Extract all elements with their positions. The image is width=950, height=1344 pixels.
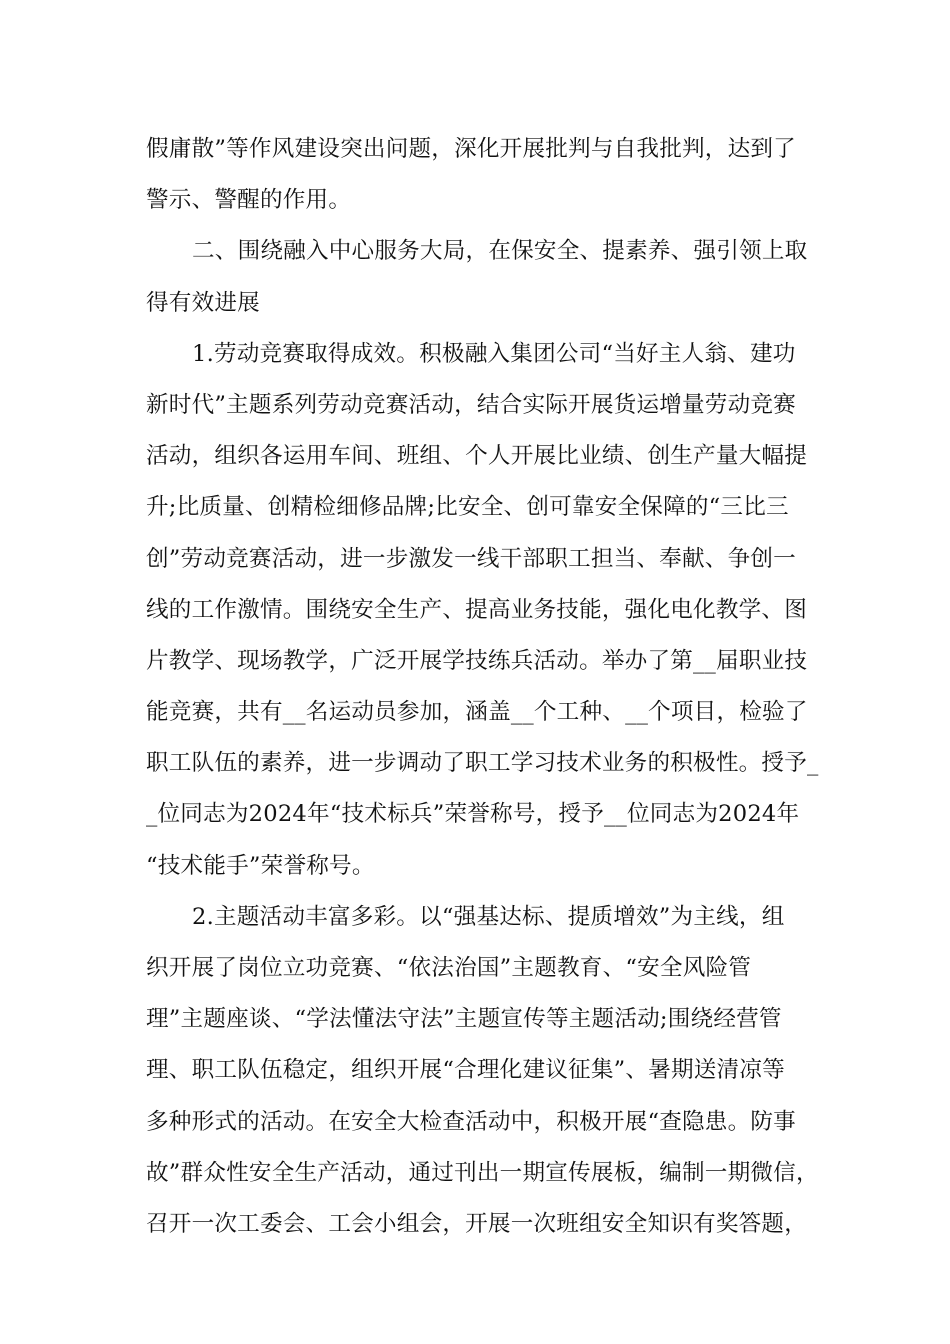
text-line: 召开一次工委会、工会小组会，开展一次班组安全知识有奖答题，: [146, 1210, 808, 1237]
paragraph-continuation: [146, 124, 826, 226]
text-line: 理”主题座谈、“学法懂法守法”主题宣传等主题活动;围绕经营管: [146, 1006, 782, 1033]
text-line: “技术能手”荣誉称号。: [146, 852, 375, 879]
text-line: 2.主题活动丰富多彩。以“强基达标、提质增效”为主线，组: [192, 903, 785, 930]
text-line: _位同志为2024年“技术标兵”荣誉称号，授予__位同志为2024年: [146, 801, 800, 828]
text-line: 创”劳动竞赛活动，进一步激发一线干部职工担当、奉献、争创一: [146, 545, 796, 572]
text-line: 假庸散”等作风建设突出问题，深化开展批判与自我批判，达到了: [146, 136, 796, 162]
text-line: 新时代”主题系列劳动竞赛活动，结合实际开展货运增量劳动竞赛: [146, 391, 796, 418]
section-heading: [146, 226, 826, 328]
text-line: 职工队伍的素养，进一步调动了职工学习技术业务的积极性。授予_: [146, 750, 819, 777]
text-line: 线的工作激情。围绕安全生产、提高业务技能，强化电化教学、图: [146, 596, 808, 623]
text-line: 活动，组织各运用车间、班组、个人开展比业绩、创生产量大幅提: [146, 443, 808, 470]
text-line: 得有效进展: [146, 289, 260, 316]
paragraph-themed-activities: [146, 892, 826, 1250]
text-line: 织开展了岗位立功竞赛、“依法治国”主题教育、“安全风险管: [146, 955, 752, 981]
text-line: 警示、警醒的作用。: [146, 187, 352, 214]
text-line: 1.劳动竞赛取得成效。积极融入集团公司“当好主人翁、建功: [192, 340, 796, 367]
text-line: 多种形式的活动。在安全大检查活动中，积极开展“查隐患。防事: [146, 1108, 796, 1135]
text-line: 理、职工队伍稳定，组织开展“合理化建议征集”、暑期送清凉等: [146, 1057, 785, 1084]
text-line: 片教学、现场教学，广泛开展学技练兵活动。举办了第__届职业技: [146, 647, 808, 674]
text-line: 故”群众性安全生产活动，通过刊出一期宣传展板，编制一期微信，: [146, 1159, 819, 1186]
document-page: [146, 124, 826, 1250]
text-line: 能竞赛，共有__名运动员参加，涵盖__个工种、__个项目，检验了: [146, 699, 808, 726]
text-line: 二、围绕融入中心服务大局，在保安全、提素养、强引领上取: [192, 238, 808, 265]
paragraph-labor-competition: [146, 329, 826, 892]
text-line: 升;比质量、创精检细修品牌;比安全、创可靠安全保障的“三比三: [146, 494, 789, 521]
